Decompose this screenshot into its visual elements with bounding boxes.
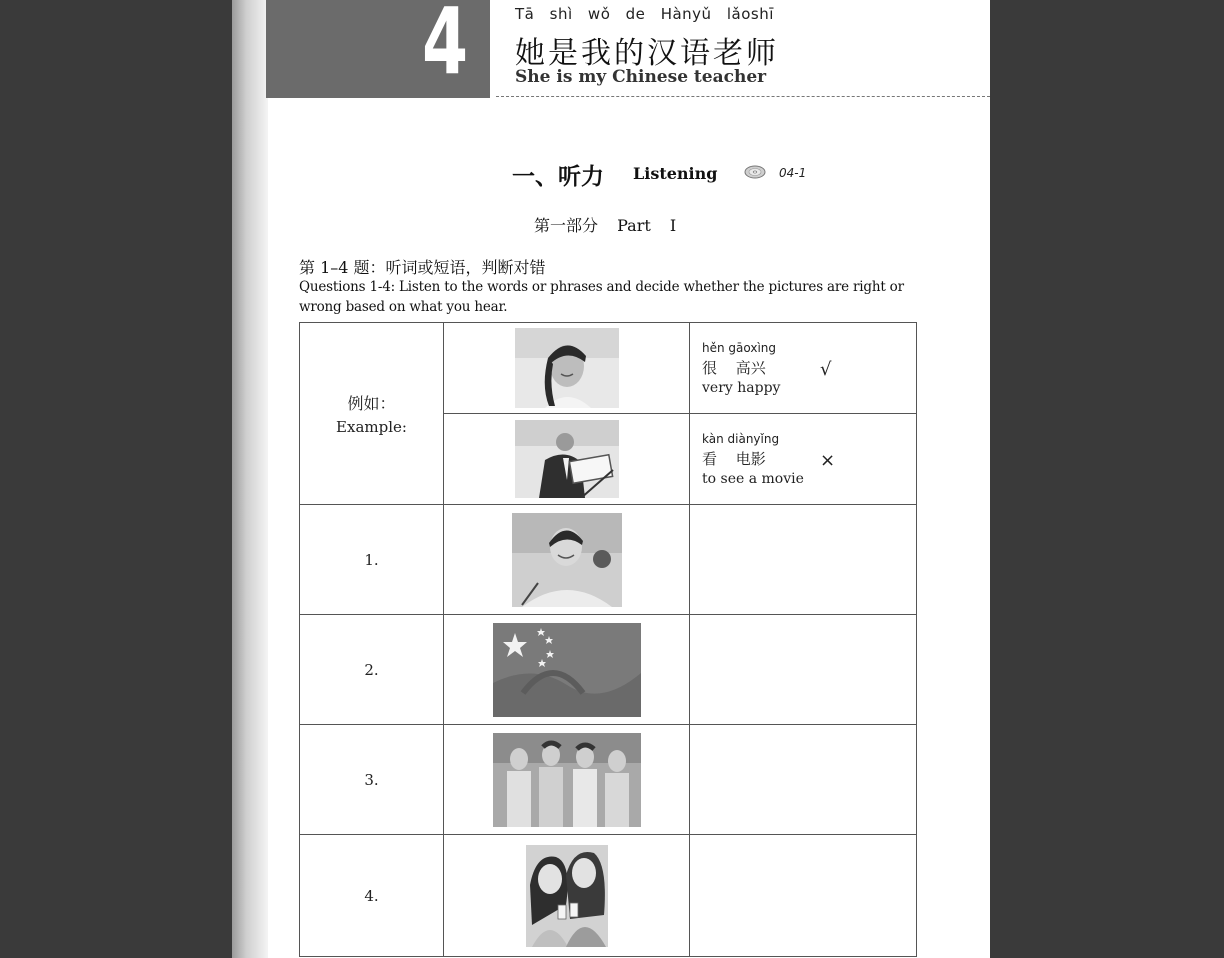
photo-cell xyxy=(444,505,690,615)
table-row xyxy=(300,835,917,957)
two-women-toasting-photo xyxy=(526,845,608,947)
girl-drawing-photo xyxy=(512,513,622,607)
pinyin-word: lǎoshī xyxy=(726,5,774,23)
pinyin-word: de xyxy=(625,5,646,23)
photo-cell xyxy=(444,725,690,835)
lesson-number: 4 xyxy=(422,0,469,95)
example-label-cell xyxy=(300,323,444,505)
part-label-chinese: 第一部分 xyxy=(534,216,599,235)
audio-track-number: 04-1 xyxy=(779,166,807,180)
table-row xyxy=(300,725,917,835)
title-divider xyxy=(496,96,990,97)
question-number-cell xyxy=(300,615,444,725)
title-pinyin xyxy=(515,5,774,23)
answer-english: to see a movie xyxy=(702,470,804,487)
check-mark-icon: √ xyxy=(820,359,832,380)
section-heading-chinese: 一、听力 xyxy=(512,163,604,190)
answer-cell-blank xyxy=(690,725,917,835)
photo-cell xyxy=(444,615,690,725)
photo-cell xyxy=(444,323,690,414)
man-reading-photo xyxy=(515,420,619,498)
textbook-page xyxy=(232,0,990,958)
answer-cell-blank xyxy=(690,835,917,957)
example-label-chinese: 例如： xyxy=(347,394,396,413)
table-row xyxy=(300,323,917,414)
question-number-cell xyxy=(300,505,444,615)
part-label-english: Part Ⅰ xyxy=(617,216,677,235)
table-row xyxy=(300,505,917,615)
question-number-cell xyxy=(300,725,444,835)
instructions-chinese: 第 1–4 题：听词或短语，判断对错 xyxy=(299,258,546,277)
question-number: 3. xyxy=(364,770,379,789)
lesson-title-english: She is my Chinese teacher xyxy=(515,67,767,87)
page-binding-shadow xyxy=(232,0,268,958)
answer-cell-blank xyxy=(690,505,917,615)
question-number: 4. xyxy=(364,886,379,905)
question-number: 1. xyxy=(364,550,379,569)
lesson-number-box xyxy=(266,0,490,98)
photo-cell xyxy=(444,414,690,505)
photo-cell xyxy=(444,835,690,957)
chinese-flag-photo xyxy=(493,623,641,717)
group-of-girls-photo xyxy=(493,733,641,827)
answer-cell xyxy=(690,323,917,414)
answer-cell-blank xyxy=(690,615,917,725)
example-label-english: Example: xyxy=(336,418,407,436)
answer-hanzi: 看 电影 xyxy=(702,449,766,468)
pinyin-word: wǒ xyxy=(587,5,611,23)
answer-hanzi: 很 高兴 xyxy=(702,358,766,377)
cd-icon xyxy=(744,164,766,180)
section-heading-english: Listening xyxy=(633,164,718,183)
answer-pinyin: hěn gāoxìng xyxy=(702,340,777,355)
table-row xyxy=(300,615,917,725)
part-heading xyxy=(534,213,676,236)
question-number: 2. xyxy=(364,660,379,679)
lesson-title-chinese: 她是我的汉语老师 xyxy=(515,36,779,71)
pinyin-word: Tā xyxy=(515,5,535,23)
exercise-table xyxy=(299,322,917,957)
instructions-english: Questions 1-4: Listen to the words or phrases and decide whether the pictures are right or wrong based on what you hear. xyxy=(299,279,904,315)
answer-cell xyxy=(690,414,917,505)
answer-pinyin: kàn diànyǐng xyxy=(702,431,780,446)
pinyin-word: Hànyǔ xyxy=(660,5,712,23)
answer-english: very happy xyxy=(702,379,781,396)
smiling-girl-photo xyxy=(515,328,619,408)
pinyin-word: shì xyxy=(549,5,573,23)
cross-mark-icon: × xyxy=(820,450,836,471)
question-number-cell xyxy=(300,835,444,957)
